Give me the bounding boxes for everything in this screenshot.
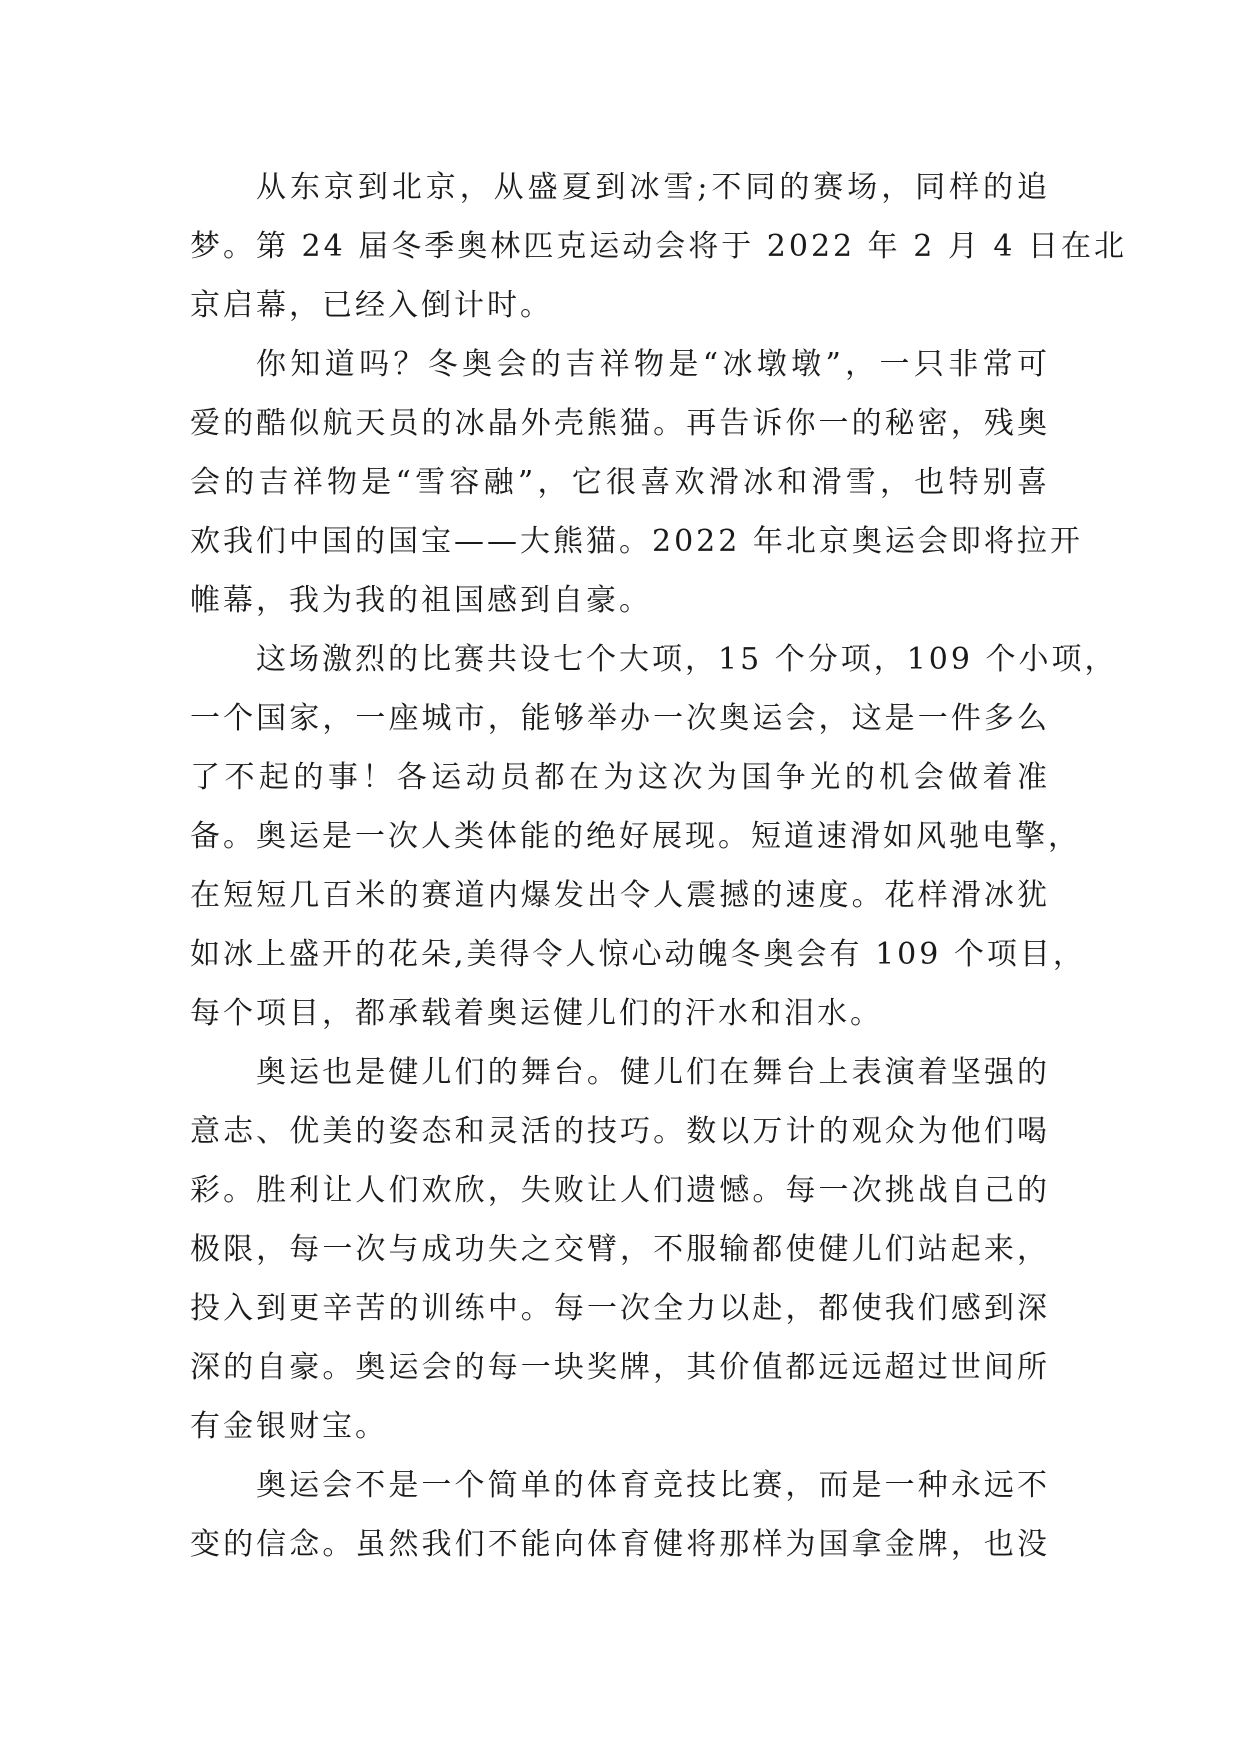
article-body bbox=[190, 158, 1127, 1574]
text-line: 如冰上盛开的花朵,美得令人惊心动魄冬奥会有 109 个项目， bbox=[190, 937, 1086, 972]
text-line: 备。奥运是一次人类体能的绝好展现。短道速滑如风驰电擎， bbox=[190, 819, 1081, 854]
paragraph-5 bbox=[190, 1456, 1050, 1574]
text-line: 一个国家，一座城市，能够举办一次奥运会，这是一件多么 bbox=[190, 701, 1050, 736]
text-line: 梦。第 24 届冬季奥林匹克运动会将于 2022 年 2 月 4 日在北 bbox=[190, 229, 1127, 264]
text-line: 爱的酷似航天员的冰晶外壳熊猫。再告诉你一的秘密，残奥 bbox=[190, 406, 1050, 441]
text-line: 意志、优美的姿态和灵活的技巧。数以万计的观众为他们喝 bbox=[190, 1114, 1050, 1149]
text-line: 投入到更辛苦的训练中。每一次全力以赴，都使我们感到深 bbox=[190, 1291, 1050, 1326]
text-line: 奥运也是健儿们的舞台。健儿们在舞台上表演着坚强的 bbox=[256, 1055, 1050, 1090]
text-line: 深的自豪。奥运会的每一块奖牌，其价值都远远超过世间所 bbox=[190, 1350, 1050, 1385]
text-line: 彩。胜利让人们欢欣，失败让人们遗憾。每一次挑战自己的 bbox=[190, 1173, 1050, 1208]
paragraph-3 bbox=[190, 630, 1118, 1043]
text-line: 从东京到北京，从盛夏到冰雪;不同的赛场，同样的追 bbox=[256, 170, 1050, 205]
text-line: 每个项目，都承载着奥运健儿们的汗水和泪水。 bbox=[190, 996, 883, 1031]
paragraph-2 bbox=[190, 335, 1083, 630]
text-line: 在短短几百米的赛道内爆发出令人震撼的速度。花样滑冰犹 bbox=[190, 878, 1050, 913]
text-line: 极限，每一次与成功失之交臂，不服输都使健儿们站起来， bbox=[190, 1232, 1050, 1267]
text-line: 奥运会不是一个简单的体育竞技比赛，而是一种永远不 bbox=[256, 1468, 1050, 1503]
text-line: 欢我们中国的国宝——大熊猫。2022 年北京奥运会即将拉开 bbox=[190, 524, 1083, 559]
paragraph-4 bbox=[190, 1043, 1050, 1456]
text-line: 这场激烈的比赛共设七个大项，15 个分项，109 个小项， bbox=[256, 642, 1118, 677]
paragraph-1 bbox=[190, 158, 1127, 335]
text-line: 帷幕，我为我的祖国感到自豪。 bbox=[190, 583, 652, 618]
text-line: 了不起的事！各运动员都在为这次为国争光的机会做着准 bbox=[190, 760, 1050, 795]
text-line: 有金银财宝。 bbox=[190, 1409, 388, 1444]
text-line: 你知道吗？冬奥会的吉祥物是“冰墩墩”，一只非常可 bbox=[256, 347, 1050, 382]
text-line: 会的吉祥物是“雪容融”，它很喜欢滑冰和滑雪，也特别喜 bbox=[190, 465, 1050, 500]
text-line: 京启幕，已经入倒计时。 bbox=[190, 288, 553, 323]
text-line: 变的信念。虽然我们不能向体育健将那样为国拿金牌，也没 bbox=[190, 1527, 1050, 1562]
